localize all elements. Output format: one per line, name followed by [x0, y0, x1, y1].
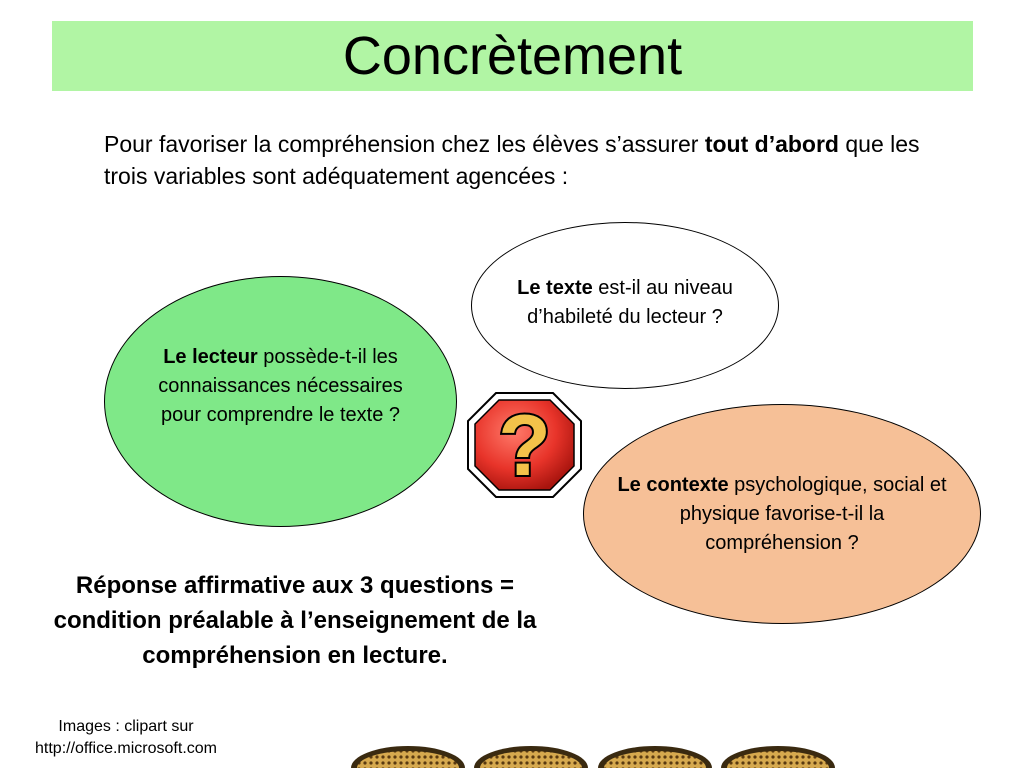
credits-line-1: Images : clipart sur	[58, 718, 194, 735]
bubble-contexte-text: psychologique, social et physique favorise-t-il la compréhension ?	[679, 473, 947, 554]
intro-text-2: que les trois variables sont adéquatement agencées :	[104, 131, 920, 189]
title-banner	[52, 21, 973, 91]
ornament-1	[351, 746, 465, 768]
bubble-texte-bold: Le texte	[517, 276, 593, 299]
conclusion-text: Réponse affirmative aux 3 questions = condition préalable à l’enseignement de la compréhension en lecture.	[53, 572, 537, 669]
image-credits	[0, 716, 252, 760]
ornament-4	[721, 746, 835, 768]
intro-paragraph	[104, 128, 934, 192]
intro-text-1: Pour favoriser la compréhension chez les élèves s’assurer	[104, 131, 705, 157]
bubble-lecteur-bold: Le lecteur	[163, 346, 258, 368]
ornament-2	[474, 746, 588, 768]
bubble-contexte	[583, 404, 981, 624]
bubble-texte-text: est-il au niveau d’habileté du lecteur ?	[527, 276, 733, 328]
bubble-lecteur	[104, 276, 457, 527]
bubble-texte	[471, 222, 779, 389]
ornament-3	[598, 746, 712, 768]
credits-line-2: http://office.microsoft.com	[35, 740, 217, 757]
svg-text:?: ?	[498, 398, 551, 494]
intro-bold: tout d’abord	[704, 131, 839, 157]
question-mark-icon	[466, 391, 583, 499]
decorative-ornaments	[350, 742, 836, 768]
bubble-lecteur-text: possède-t-il les connaissances nécessaires pour comprendre le texte ?	[158, 346, 403, 426]
page-title: Concrètement	[342, 26, 683, 86]
bubble-contexte-bold: Le contexte	[617, 473, 729, 496]
